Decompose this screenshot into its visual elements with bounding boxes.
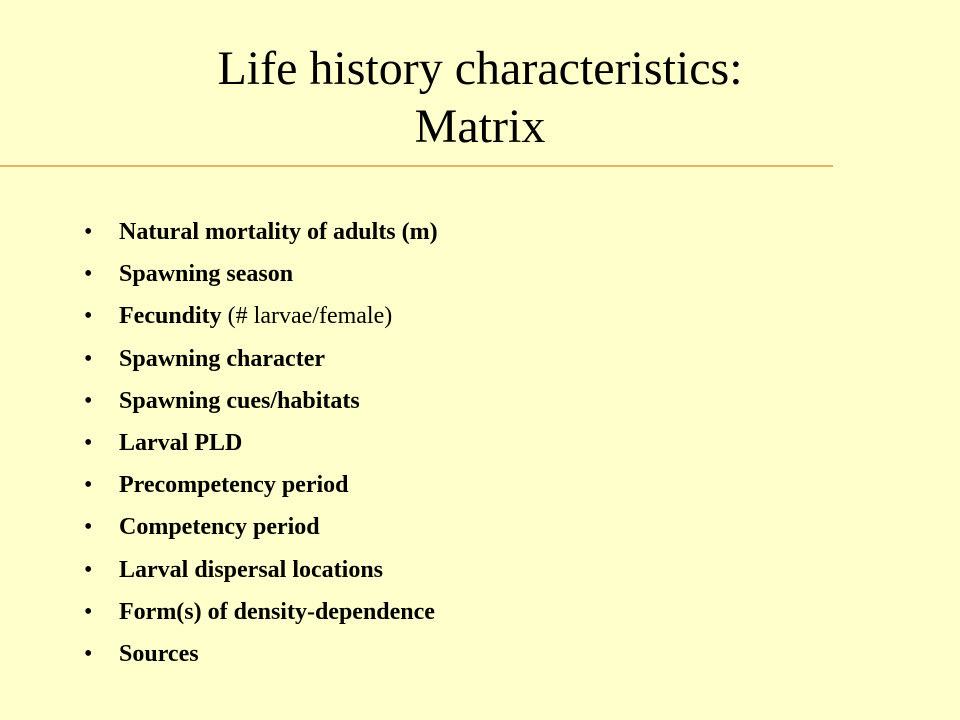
bullet-icon: • — [84, 429, 93, 456]
bullet-icon: • — [84, 598, 93, 625]
title-divider — [0, 165, 833, 167]
bullet-icon: • — [84, 345, 93, 372]
bullet-item-spawning-cues — [84, 380, 438, 422]
bullet-item-natural-mortality — [84, 211, 438, 253]
bullet-list — [84, 211, 438, 675]
bullet-icon: • — [84, 387, 93, 414]
bullet-note: (# larvae/female) — [221, 303, 393, 330]
bullet-item-spawning-character — [84, 338, 438, 380]
bullet-item-sources — [84, 633, 438, 675]
bullet-item-larval-dispersal — [84, 549, 438, 591]
bullet-label: Larval PLD — [119, 429, 243, 456]
bullet-item-larval-pld — [84, 422, 438, 464]
bullet-icon: • — [84, 556, 93, 583]
bullet-icon: • — [84, 303, 93, 330]
bullet-item-spawning-season — [84, 253, 438, 295]
bullet-icon: • — [84, 640, 93, 667]
bullet-label: Sources — [119, 640, 199, 667]
bullet-label: Spawning season — [119, 261, 294, 288]
bullet-icon: • — [84, 219, 93, 245]
slide-title-line-1: Life history characteristics: — [217, 42, 743, 95]
bullet-label: Precompetency period — [119, 472, 349, 499]
bullet-label: Larval dispersal locations — [119, 556, 384, 583]
bullet-item-competency — [84, 506, 438, 548]
bullet-label: Natural mortality of adults (m) — [119, 219, 438, 245]
bullet-item-fecundity — [84, 295, 438, 337]
bullet-item-density-dependence — [84, 591, 438, 633]
bullet-label: Spawning cues/habitats — [119, 387, 360, 414]
bullet-label: Competency period — [119, 514, 320, 541]
bullet-icon: • — [84, 514, 93, 541]
bullet-item-precompetency — [84, 464, 438, 506]
bullet-icon: • — [84, 261, 93, 288]
bullet-label: Fecundity — [119, 303, 222, 330]
slide-title — [0, 40, 960, 156]
slide-title-line-2: Matrix — [414, 100, 546, 153]
bullet-icon: • — [84, 472, 93, 499]
bullet-label: Form(s) of density-dependence — [119, 598, 435, 625]
bullet-label: Spawning character — [119, 345, 325, 372]
